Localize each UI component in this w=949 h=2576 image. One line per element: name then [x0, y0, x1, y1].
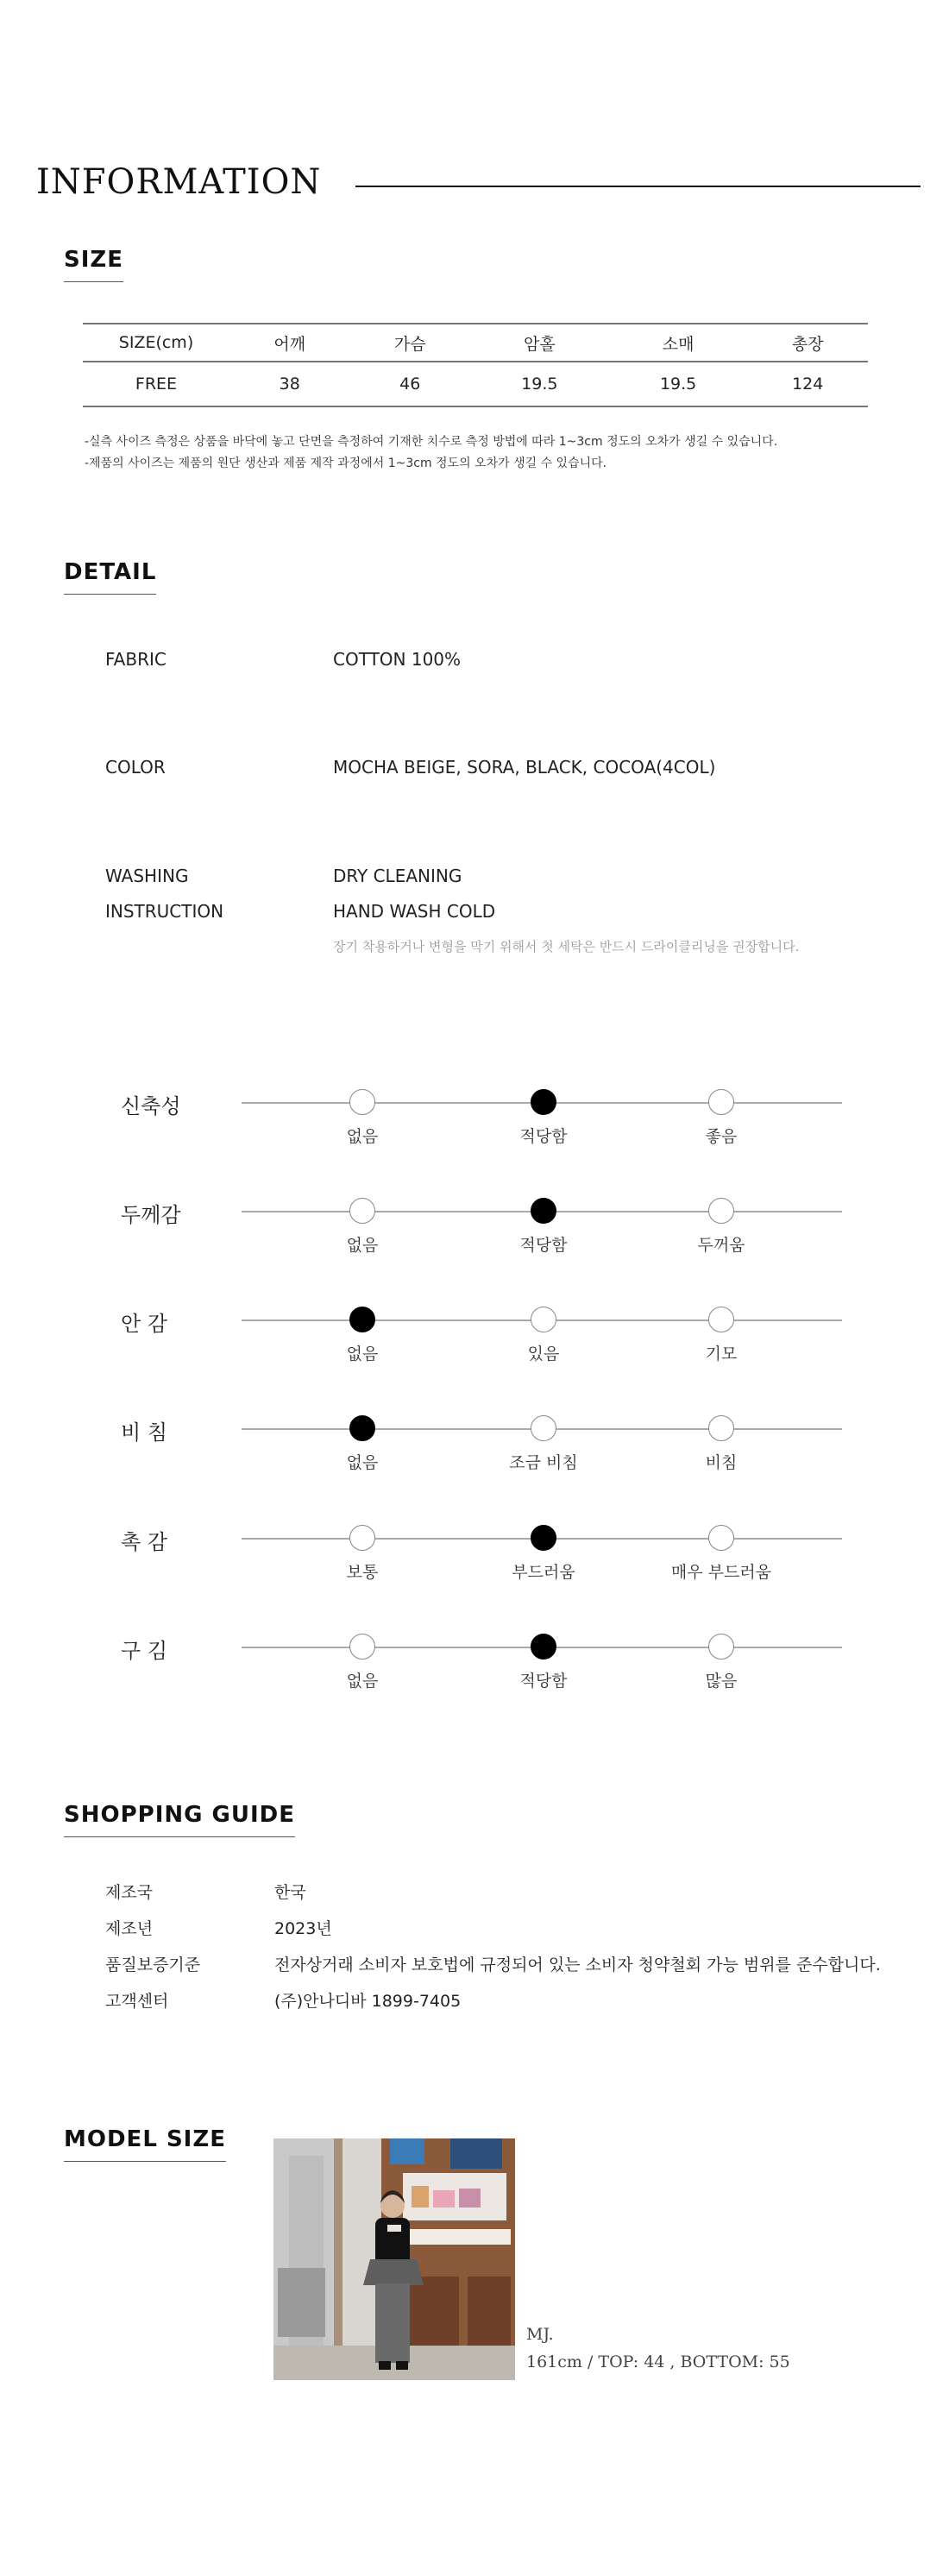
- scale-label: 신축성: [121, 1094, 181, 1118]
- fabric-label: FABRIC: [105, 649, 167, 670]
- washing-value-hand: HAND WASH COLD: [333, 901, 496, 922]
- size-header-cell: SIZE(cm): [83, 324, 229, 362]
- table-row: [83, 362, 868, 406]
- scale-dot: [349, 1198, 375, 1224]
- scale-dot: [708, 1415, 734, 1441]
- scale-dot: [349, 1089, 375, 1115]
- scale-option-label: 없음: [346, 1672, 379, 1691]
- detail-heading: DETAIL: [64, 559, 156, 595]
- color-value: MOCHA BEIGE, SORA, BLACK, COCOA(4COL): [333, 757, 716, 778]
- scale-label: 촉 감: [121, 1530, 167, 1554]
- scale-row: [0, 1521, 949, 1590]
- scale-label: 구 김: [121, 1639, 167, 1663]
- scale-option-label: 없음: [346, 1236, 379, 1255]
- guide-label-quality: 품질보증기준: [105, 1956, 201, 1975]
- size-notes: [85, 431, 777, 475]
- guide-value-quality: 전자상거래 소비자 보호법에 규정되어 있는 소비자 청약철회 가능 범위를 준수합니다.: [274, 1956, 881, 1975]
- scale-option-label: 비침: [705, 1453, 738, 1472]
- scale-dot: [349, 1634, 375, 1660]
- size-header-cell: 어깨: [229, 324, 349, 362]
- guide-value-year: 2023년: [274, 1919, 332, 1938]
- scale-row: [0, 1412, 949, 1481]
- washing-value-dry: DRY CLEANING: [333, 866, 462, 886]
- scale-dot: [349, 1525, 375, 1551]
- scale-option-label: 많음: [705, 1672, 738, 1691]
- size-cell: FREE: [83, 362, 229, 406]
- size-cell: 19.5: [470, 362, 609, 406]
- scale-option-label: 부드러움: [512, 1563, 575, 1582]
- scale-option-label: 없음: [346, 1345, 379, 1364]
- size-cell: 124: [747, 362, 868, 406]
- scale-option-label: 두꺼움: [697, 1236, 745, 1255]
- model-size-heading: MODEL SIZE: [64, 2126, 226, 2162]
- size-header-cell: 소매: [609, 324, 748, 362]
- scale-label: 비 침: [121, 1420, 167, 1445]
- instruction-label: INSTRUCTION: [105, 901, 224, 922]
- scale-dot-selected: [531, 1198, 556, 1224]
- scale-label: 두께감: [121, 1203, 181, 1227]
- model-spec: 161cm / TOP: 44 , BOTTOM: 55: [526, 2352, 790, 2371]
- scale-dot-selected: [531, 1089, 556, 1115]
- washing-label: WASHING: [105, 866, 189, 886]
- model-photo: [273, 2138, 515, 2380]
- size-table-header-row: [83, 324, 868, 362]
- size-cell: 19.5: [609, 362, 748, 406]
- guide-value-country: 한국: [274, 1883, 306, 1902]
- scale-option-label: 보통: [346, 1563, 379, 1582]
- scale-dot: [708, 1089, 734, 1115]
- scale-option-label: 있음: [527, 1345, 560, 1364]
- scale-row: [0, 1194, 949, 1263]
- scale-row: [0, 1630, 949, 1699]
- model-name: MJ.: [526, 2325, 554, 2344]
- scale-dot-selected: [531, 1634, 556, 1660]
- scale-option-label: 조금 비침: [509, 1453, 578, 1472]
- guide-label-country: 제조국: [105, 1883, 154, 1902]
- scale-option-label: 적당함: [519, 1127, 568, 1146]
- scale-dot: [708, 1634, 734, 1660]
- title-divider: [355, 186, 921, 187]
- scale-dot-selected: [349, 1415, 375, 1441]
- scale-label: 안 감: [121, 1312, 167, 1336]
- scale-dot: [708, 1307, 734, 1332]
- guide-label-customer-center: 고객센터: [105, 1992, 169, 2011]
- color-label: COLOR: [105, 757, 166, 778]
- scale-option-label: 매우 부드러움: [670, 1563, 772, 1582]
- scale-dot-selected: [531, 1525, 556, 1551]
- size-header-cell: 가슴: [349, 324, 469, 362]
- guide-value-customer-center: (주)안나디바 1899-7405: [274, 1992, 462, 2011]
- scale-dot: [708, 1525, 734, 1551]
- size-header-cell: 총장: [747, 324, 868, 362]
- size-cell: 46: [349, 362, 469, 406]
- scale-row: [0, 1086, 949, 1155]
- size-note: -제품의 사이즈는 제품의 원단 생산과 제품 제작 과정에서 1~3cm 정도의 오차가 생길 수 있습니다.: [85, 457, 607, 470]
- washing-note: 장기 착용하거나 변형을 막기 위해서 첫 세탁은 반드시 드라이클리닝을 권장합니다.: [333, 939, 800, 954]
- scale-option-label: 없음: [346, 1453, 379, 1472]
- size-table: [83, 323, 868, 407]
- guide-label-year: 제조년: [105, 1919, 154, 1938]
- size-header-cell: 암홀: [470, 324, 609, 362]
- scale-row: [0, 1303, 949, 1372]
- scale-option-label: 좋음: [705, 1127, 738, 1146]
- scale-dot: [708, 1198, 734, 1224]
- scale-option-label: 없음: [346, 1127, 379, 1146]
- scale-dot-selected: [349, 1307, 375, 1332]
- scale-option-label: 적당함: [519, 1236, 568, 1255]
- scale-option-label: 적당함: [519, 1672, 568, 1691]
- fabric-value: COTTON 100%: [333, 649, 462, 670]
- size-heading: SIZE: [64, 247, 123, 282]
- size-cell: 38: [229, 362, 349, 406]
- page-title: INFORMATION: [36, 162, 322, 202]
- scale-dot: [531, 1415, 556, 1441]
- size-note: -실측 사이즈 측정은 상품을 바닥에 놓고 단면을 측정하여 기재한 치수로 측정 방법에 따라 1~3cm 정도의 오차가 생길 수 있습니다.: [85, 435, 778, 449]
- scale-dot: [531, 1307, 556, 1332]
- shopping-guide-heading: SHOPPING GUIDE: [64, 1802, 295, 1837]
- scale-option-label: 기모: [705, 1345, 738, 1364]
